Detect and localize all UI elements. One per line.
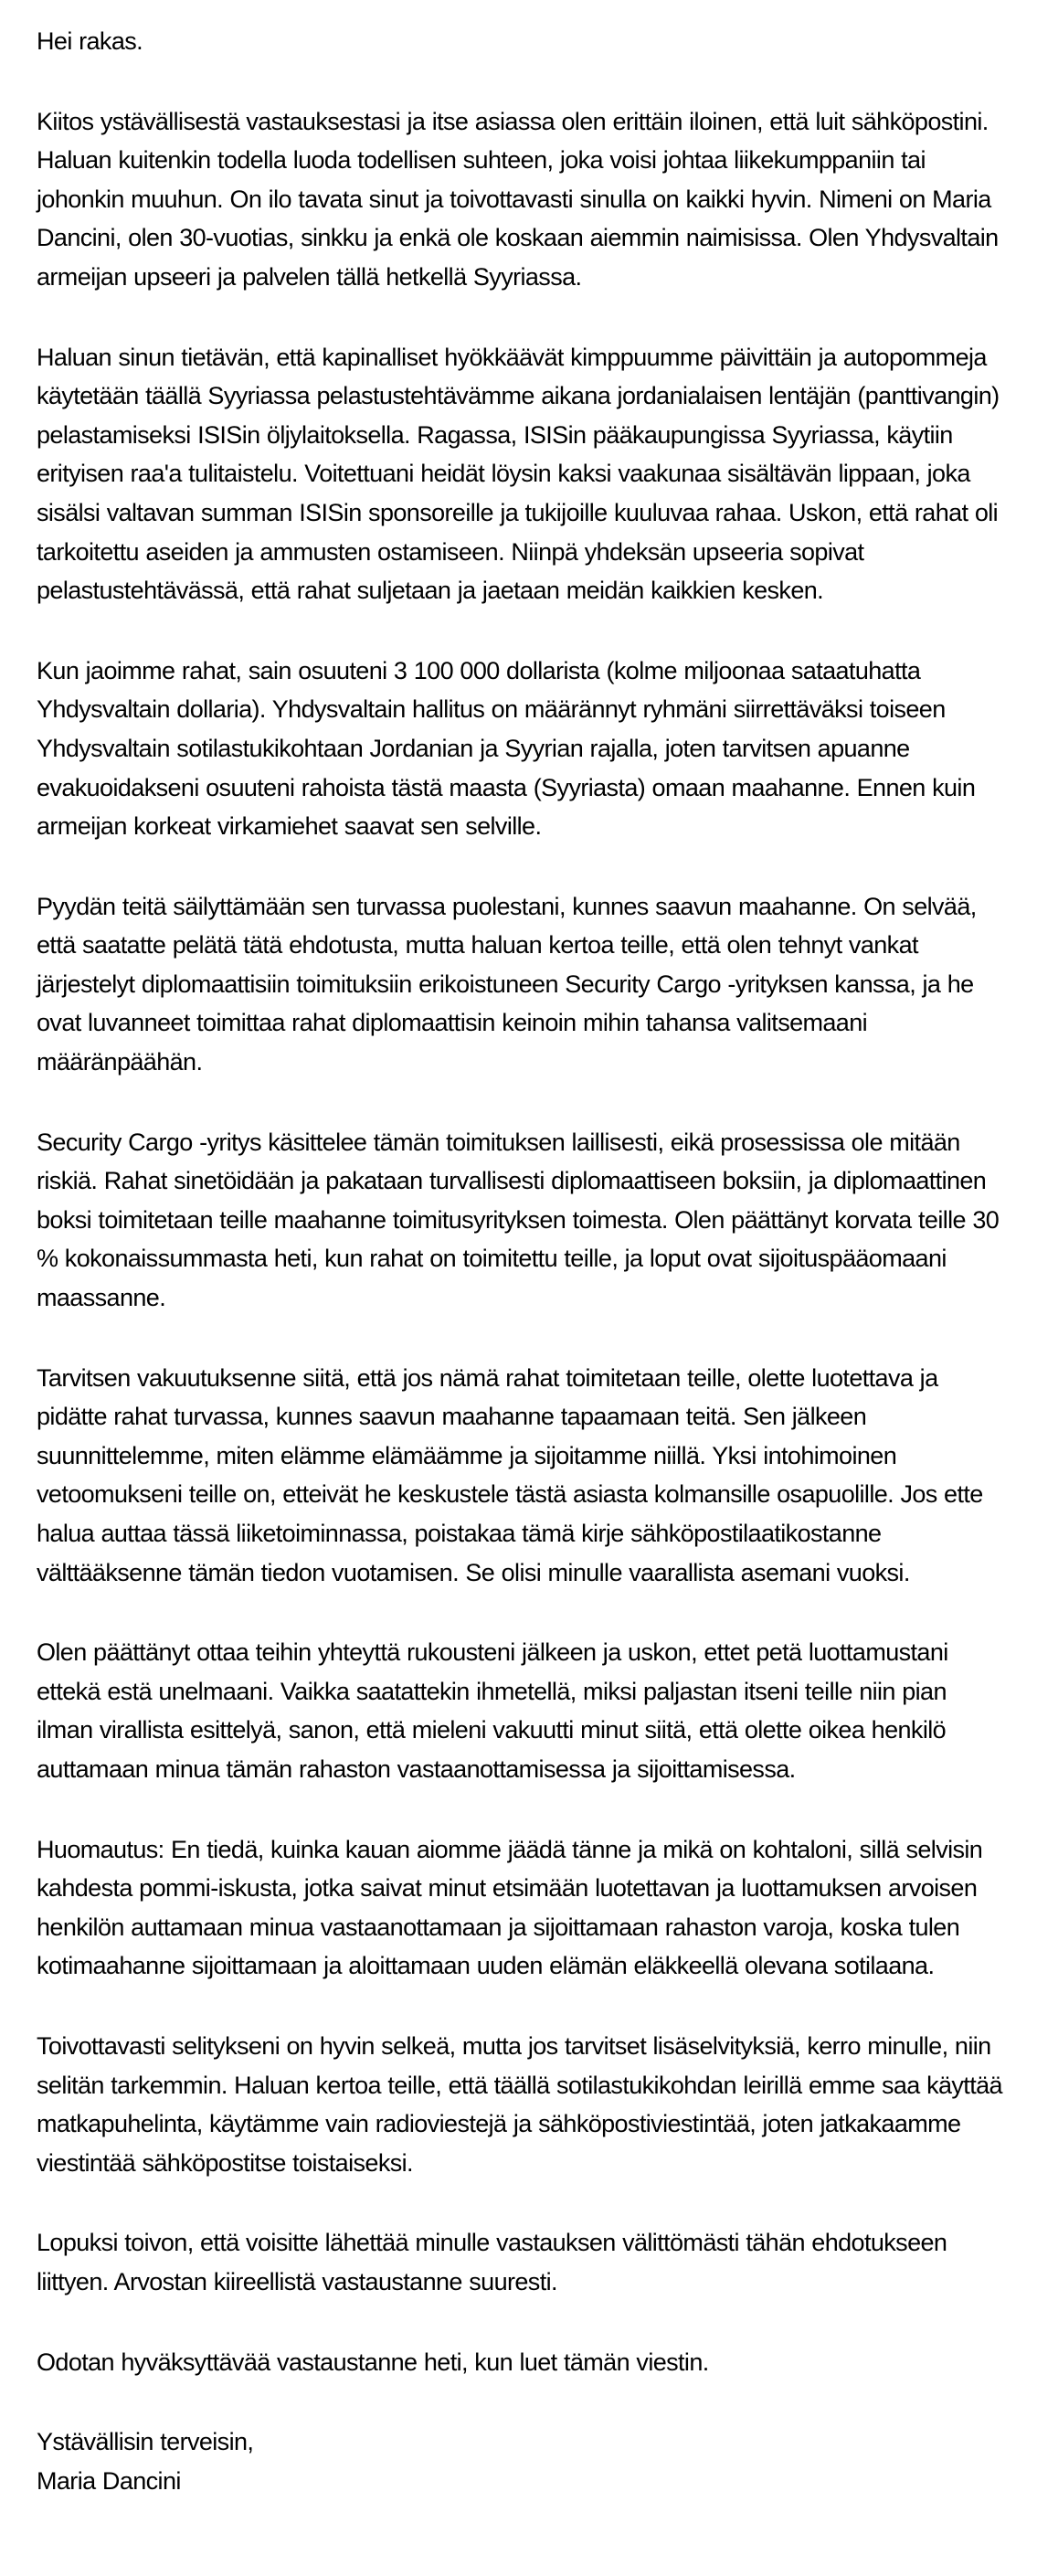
- body-paragraph-money-share: Kun jaoimme rahat, sain osuuteni 3 100 000 dollarista (kolme miljoonaa sataatuhatta Yhdysvaltain dollaria). Yhdysvaltain hallitus on määrännyt ryhmäni siirrettäväksi toiseen Yhdysvaltain sotilastukikohtaan Jordanian ja Syyrian rajalla, joten tarvitsen apuanne evakuoidakseni osuuteni rahoista tästä maasta (Syyriasta) omaan maahanne. Ennen kuin armeijan korkeat virkamiehet saavat sen selville.: [37, 656, 982, 841]
- body-paragraph-intro: Kiitos ystävällisestä vastauksestasi ja itse asiassa olen erittäin iloinen, että luit sähköpostini. Haluan kuitenkin todella luoda todellisen suhteen, joka voisi johtaa liikekumppaniin tai johonkin muuhun. On ilo tavata sinut ja toivottavasti sinulla on kaikki hyvin. Nimeni on Maria Dancini, olen 30-vuotias, sinkku ja enkä ole koskaan aiemmin naimisissa. Olen Yhdysvaltain armeijan upseeri ja palvelen tällä hetkellä Syyriassa.: [37, 107, 1005, 291]
- body-paragraph-safekeeping-request: Pyydän teitä säilyttämään sen turvassa puolestani, kunnes saavun maahanne. On selvää, että saatatte pelätä tätä ehdotusta, mutta haluan kertoa teille, että olen tehnyt vankat järjestelyt diplomaattisiin toimituksiin erikoistuneen Security Cargo -yrityksen kanssa, ja he ovat luvanneet toimittaa rahat diplomaattisin keinoin mihin tahansa valitsemaani määränpäähän.: [37, 892, 984, 1076]
- body-paragraph-note: Huomautus: En tiedä, kuinka kauan aiomme jäädä tänne ja mikä on kohtaloni, sillä selvisin kahdesta pommi-iskusta, jotka saivat minut etsimään luotettavan ja luottamuksen arvoisen henkilön auttamaan minua vastaanottamaan ja sijoittamaan rahaston varoja, koska tulen kotimaahanne sijoittamaan ja aloittamaan uuden elämän eläkkeellä olevana sotilaana.: [37, 1835, 989, 1980]
- signature-name: Maria Dancini: [37, 2466, 181, 2495]
- greeting: Hei rakas.: [37, 27, 143, 55]
- signature-block: [37, 2422, 1004, 2500]
- body-paragraph-reply-request: Lopuksi toivon, että voisitte lähettää minulle vastauksen välittömästi tähän ehdotukseen liittyen. Arvostan kiireellistä vastaustanne suuresti.: [37, 2229, 954, 2295]
- body-paragraph-communication: Toivottavasti selitykseni on hyvin selkeä, mutta jos tarvitset lisäselvityksiä, kerro minulle, niin selitän tarkemmin. Haluan kertoa teille, että täällä sotilastukikohdan leirillä emme saa käyttää matkapuhelinta, käytämme vain radioviestejä ja sähköpostiviestintää, joten jatkakaamme viestintää sähköpostitse toistaiseksi.: [37, 2031, 1010, 2177]
- body-paragraph-assurance: Tarvitsen vakuutuksenne siitä, että jos nämä rahat toimitetaan teille, olette luotettava ja pidätte rahat turvassa, kunnes saavun maahanne tapaamaan teitä. Sen jälkeen suunnittelemme, miten elämme elämäämme ja sijoitamme niillä. Yksi intohimoinen vetoomukseni teille on, etteivät he keskustele tästä asiasta kolmansille osapuolille. Jos ette halua auttaa tässä liiketoiminnassa, poistakaa tämä kirje sähköpostilaatikostanne välttääksenne tämän tiedon vuotamisen. Se olisi minulle vaarallista asemani vuoksi.: [37, 1363, 990, 1586]
- body-paragraph-security-cargo: Security Cargo -yritys käsittelee tämän toimituksen laillisesti, eikä prosessissa ole mitään riskiä. Rahat sinetöidään ja pakataan turvallisesti diplomaattiseen boksiin, ja diplomaattinen boksi toimitetaan teille maahanne toimitusyrityksen toimesta. Olen päättänyt korvata teille 30 % kokonaissummasta heti, kun rahat on toimitettu teille, ja loput ovat sijoituspääomaani maassanne.: [37, 1128, 1006, 1312]
- closing-salutation: Ystävällisin terveisin,: [37, 2428, 254, 2456]
- body-paragraph-rebels: Haluan sinun tietävän, että kapinalliset hyökkäävät kimppuumme päivittäin ja autopommeja käytetään täällä Syyriassa pelastustehtävämme aikana jordanialaisen lentäjän (panttivangin) pelastamiseksi ISISin öljylaitoksella. Ragassa, ISISin pääkaupungissa Syyriassa, käytiin erityisen raa'a tulitaistelu. Voitettuani heidät löysin kaksi vaakunaa sisältävän lippaan, joka sisälsi valtavan summan ISISin sponsoreille ja tukijoille kuuluvaa rahaa. Uskon, että rahat oli tarkoitettu aseiden ja ammusten ostamiseen. Niinpä yhdeksän upseeria sopivat pelastustehtävässä, että rahat suljetaan ja jaetaan meidän kaikkien kesken.: [37, 343, 1006, 605]
- body-paragraph-trust: Olen päättänyt ottaa teihin yhteyttä rukousteni jälkeen ja uskon, ettet petä luottamustani ettekä estä unelmaani. Vaikka saatattekin ihmetellä, miksi paljastan itseni teille niin pian ilman virallista esittelyä, sanon, että mieleni vakuutti minut siitä, että olette oikea henkilö auttamaan minua tämän rahaston vastaanottamisessa ja sijoittamisessa.: [37, 1638, 956, 1783]
- body-paragraph-awaiting-reply: Odotan hyväksyttävää vastaustanne heti, kun luet tämän viestin.: [37, 2348, 709, 2376]
